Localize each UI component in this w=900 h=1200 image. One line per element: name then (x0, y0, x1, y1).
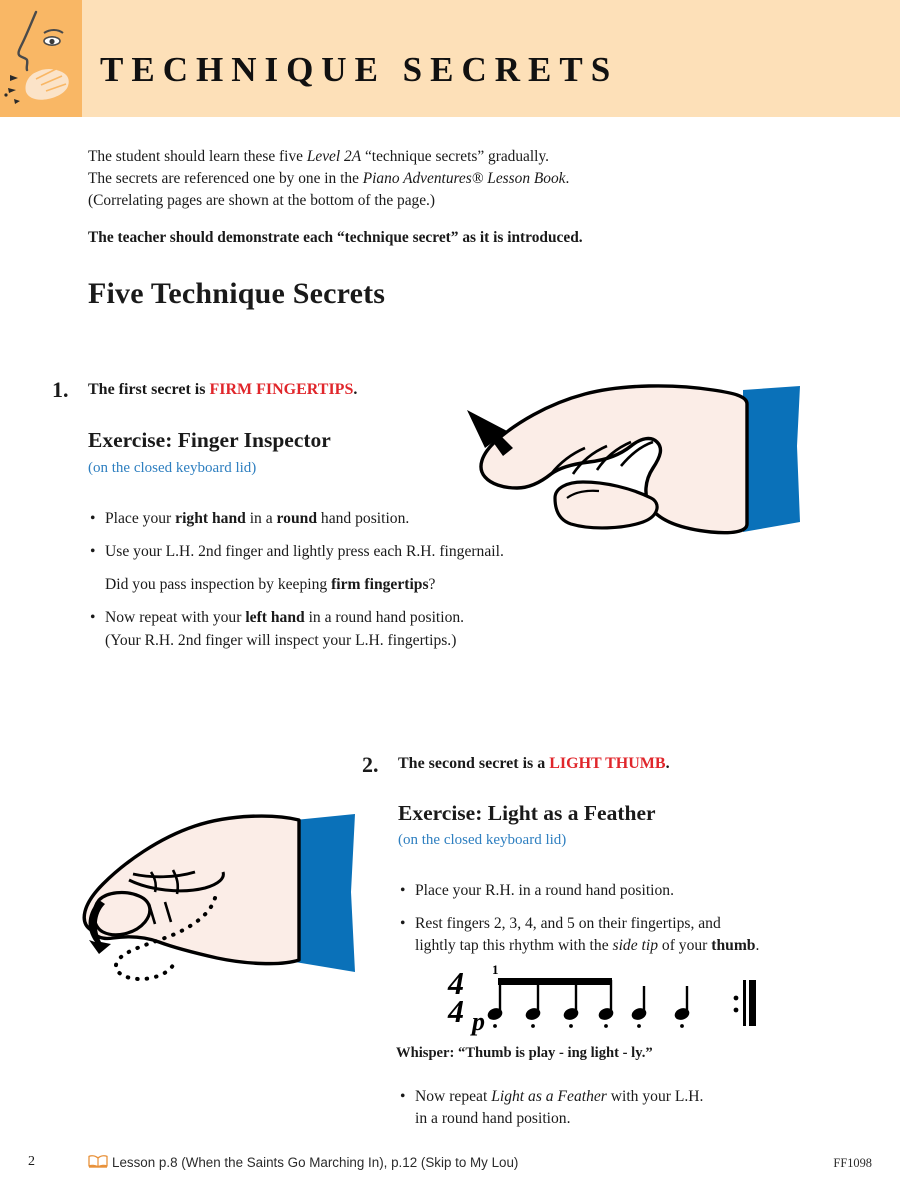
list-item: • Place your right hand in a round hand position. (88, 508, 558, 530)
page-number: 2 (28, 1154, 35, 1169)
intro-text (88, 146, 648, 249)
section-2-secret-accent: LIGHT THUMB (549, 755, 666, 772)
section-2-secret-line (398, 755, 670, 773)
intro-line1-a: The student should learn these five (88, 148, 307, 165)
page-header (0, 0, 900, 117)
intro-line2-b: . (565, 170, 570, 188)
section-1-secret-prefix: The first secret is (88, 381, 210, 398)
section-2-bullet-list-final (398, 1086, 798, 1141)
whispering-face-hand-icon (0, 0, 82, 117)
time-signature-top: 4 (448, 965, 464, 1001)
intro-book: Piano Adventures® Lesson Book (362, 170, 566, 188)
section-1-number: 1. (52, 377, 69, 402)
section-2-exercise-subtitle: (on the closed keyboard lid) (398, 832, 567, 848)
section-1-secret-accent: FIRM FINGERTIPS (209, 381, 354, 398)
section-2-secret-suffix: . (665, 755, 670, 772)
intro-line3: (Correlating pages are shown at the bottom of the page.) (88, 192, 436, 210)
page-title: TECHNIQUE SECRETS (100, 50, 619, 89)
section-2-number: 2. (362, 752, 379, 777)
open-book-icon (88, 1154, 108, 1174)
dynamic-p: p (472, 1007, 485, 1036)
finger-number-1: 1 (492, 962, 499, 977)
rhythm-notation (440, 960, 770, 1040)
intro-paragraph (88, 146, 648, 213)
list-item: • Now repeat Light as a Feather with your L.H. in a round hand position. (398, 1086, 798, 1130)
list-note: Did you pass inspection by keeping firm fingertips? (105, 576, 436, 594)
intro-line2-a: The secrets are referenced one by one in the (88, 170, 363, 188)
lesson-reference: Lesson p.8 (When the Saints Go Marching In), p.12 (Skip to My Lou) (112, 1155, 519, 1170)
list-item: • Rest fingers 2, 3, 4, and 5 on their fingertips, and lightly tap this rhythm with the side tip of your thumb. (398, 913, 818, 957)
list-item: • Now repeat with your left hand in a round hand position. (Your R.H. 2nd finger will inspect your L.H. fingertips.) (88, 607, 558, 651)
section-2-bullet-list (398, 880, 818, 968)
main-heading: Five Technique Secrets (88, 277, 386, 310)
right-hand-round-position-illustration (455, 382, 815, 557)
section-1-exercise-subtitle: (on the closed keyboard lid) (88, 460, 257, 476)
section-1-exercise-title: Exercise: Finger Inspector (88, 428, 331, 452)
list-item: • Place your R.H. in a round hand position. (398, 880, 818, 902)
section-2-exercise-title: Exercise: Light as a Feather (398, 801, 656, 825)
list-item: • Use your L.H. 2nd finger and lightly press each R.H. fingernail. (88, 541, 558, 563)
section-1-secret-line (88, 381, 357, 399)
page-footer (0, 1152, 900, 1174)
teacher-note: The teacher should demonstrate each “technique secret” as it is introduced. (88, 228, 583, 246)
light-thumb-hand-illustration (55, 812, 385, 992)
time-signature-bottom: 4 (448, 993, 464, 1029)
whisper-lyric: Whisper: “Thumb is play - ing light - ly.” (396, 1045, 653, 1061)
section-1-secret-suffix: . (353, 381, 358, 398)
intro-line1-b: “technique secrets” gradually. (361, 148, 549, 165)
section-2-secret-prefix: The second secret is a (398, 755, 550, 772)
intro-level: Level 2A (306, 148, 362, 165)
catalog-code: FF1098 (833, 1156, 872, 1170)
